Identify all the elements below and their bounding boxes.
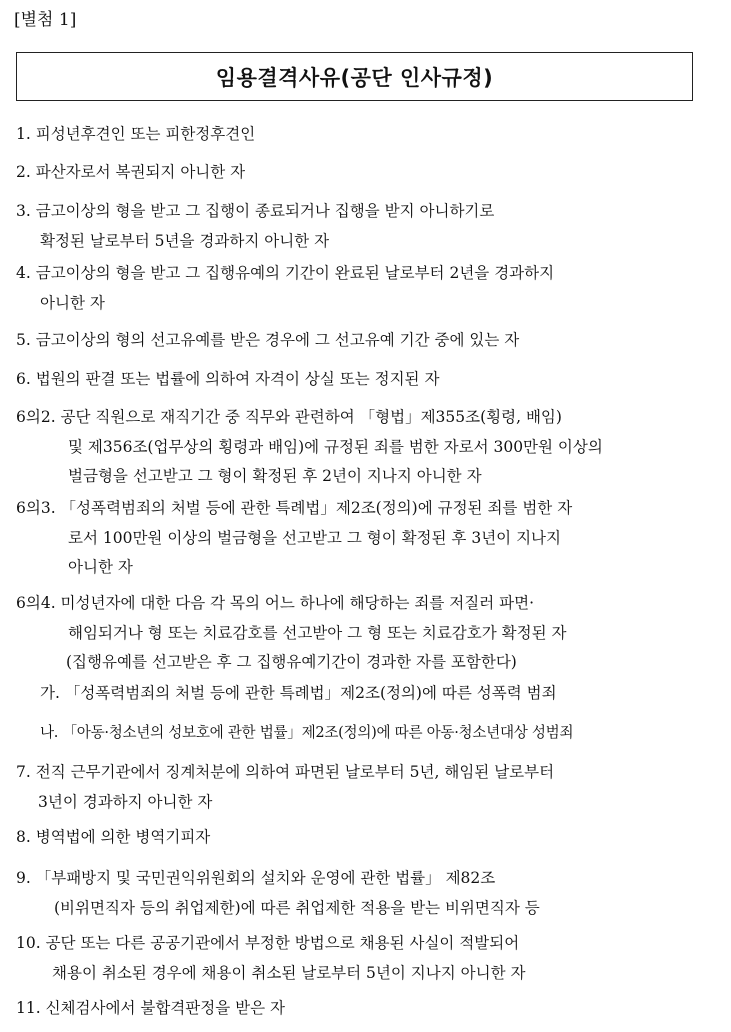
sub-list-item: 나. 「아동·청소년의 성보호에 관한 법률」제2조(정의)에 따른 아동·청소년대상 성범죄	[40, 724, 574, 741]
item-line: 1. 피성년후견인 또는 피한정후견인	[16, 125, 256, 143]
item-line: 확정된 날로부터 5년을 경과하지 아니한 자	[40, 231, 330, 250]
item-line: 6의2. 공단 직원으로 재직기간 중 직무와 관련하여 「형법」제355조(횡령, 배임)	[16, 408, 562, 426]
list-item	[16, 365, 696, 395]
list-item	[16, 259, 696, 318]
list-item	[16, 197, 696, 256]
item-line: 해임되거나 형 또는 치료감호를 선고받아 그 형 또는 치료감호가 확정된 자	[68, 623, 567, 642]
list-item	[16, 823, 696, 853]
item-line: 3년이 경과하지 아니한 자	[38, 792, 213, 811]
item-line: 8. 병역법에 의한 병역기피자	[16, 828, 211, 846]
item-line: 벌금형을 선고받고 그 형이 확정된 후 2년이 지나지 아니한 자	[68, 467, 482, 485]
list-item	[16, 589, 696, 678]
list-item	[16, 994, 696, 1024]
item-line: 아니한 자	[40, 293, 105, 312]
item-line: 9. 「부패방지 및 국민권익위원회의 설치와 운영에 관한 법률」 제82조	[16, 869, 496, 887]
item-line: 5. 금고이상의 형의 선고유예를 받은 경우에 그 선고유예 기간 중에 있는 자	[16, 331, 520, 349]
item-line: 채용이 취소된 경우에 채용이 취소된 날로부터 5년이 지나지 아니한 자	[52, 963, 526, 982]
item-line: 10. 공단 또는 다른 공공기관에서 부정한 방법으로 채용된 사실이 적발되어	[16, 934, 520, 952]
sub-list-item: 가. 「성폭력범죄의 처벌 등에 관한 특례법」제2조(정의)에 따른 성폭력 범죄	[40, 684, 557, 702]
item-line: 4. 금고이상의 형을 받고 그 집행유예의 기간이 완료된 날로부터 2년을 경과하지	[16, 264, 555, 282]
list-item	[16, 929, 696, 988]
item-line: 6. 법원의 판결 또는 법률에 의하여 자격이 상실 또는 정지된 자	[16, 370, 440, 388]
title-box	[16, 52, 693, 101]
item-line: 7. 전직 근무기관에서 징계처분에 의하여 파면된 날로부터 5년, 해임된 날로부터	[16, 763, 555, 781]
list-item	[16, 864, 696, 923]
item-line: 3. 금고이상의 형을 받고 그 집행이 종료되거나 집행을 받지 아니하기로	[16, 202, 495, 220]
item-line: 로서 100만원 이상의 벌금형을 선고받고 그 형이 확정된 후 3년이 지나지	[68, 528, 561, 547]
item-line: 11. 신체검사에서 불합격판정을 받은 자	[16, 999, 285, 1017]
list-item	[16, 403, 696, 492]
item-line: 아니한 자	[68, 558, 133, 576]
document-title: 임용결격사유(공단 인사규정)	[215, 65, 494, 90]
item-line: 6의3. 「성폭력범죄의 처벌 등에 관한 특례법」제2조(정의)에 규정된 죄를 범한 자	[16, 499, 573, 517]
item-line: 2. 파산자로서 복권되지 아니한 자	[16, 163, 246, 181]
list-item	[16, 758, 696, 817]
list-item	[16, 494, 696, 583]
attachment-label: [별첨 1]	[14, 10, 77, 30]
list-item	[16, 120, 696, 150]
item-line: (비위면직자 등의 취업제한)에 따른 취업제한 적용을 받는 비위면직자 등	[54, 898, 540, 917]
list-item	[16, 158, 696, 188]
list-item	[16, 326, 696, 356]
item-line: 및 제356조(업무상의 횡령과 배임)에 규정된 죄를 범한 자로서 300만원 이상의	[68, 437, 603, 456]
item-line: 6의4. 미성년자에 대한 다음 각 목의 어느 하나에 해당하는 죄를 저질러 파면·	[16, 594, 534, 612]
item-line: (집행유예를 선고받은 후 그 집행유예기간이 경과한 자를 포함한다)	[66, 653, 517, 671]
